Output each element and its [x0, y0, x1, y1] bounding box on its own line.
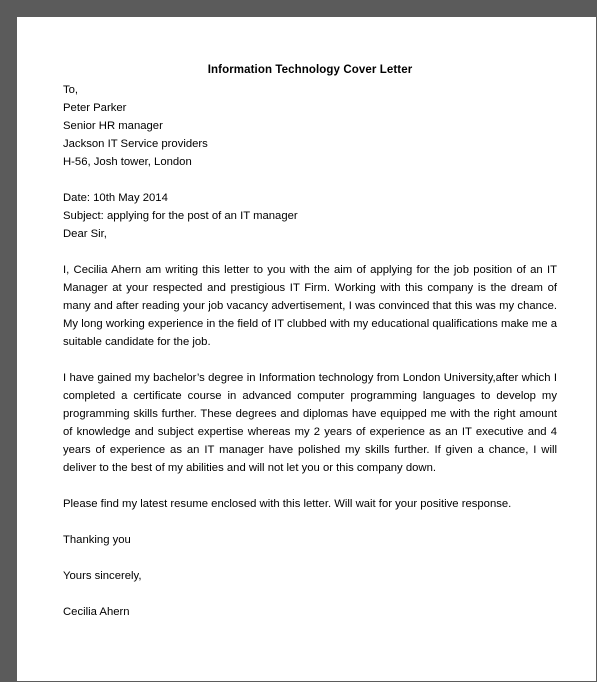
letter-closing: Yours sincerely, [63, 570, 142, 582]
body-paragraph-3: Please find my latest resume enclosed with this letter. Will wait for your positive response. [63, 498, 512, 510]
spacer [63, 243, 557, 261]
letter-signature: Cecilia Ahern [63, 606, 130, 618]
recipient-block [63, 81, 557, 171]
spacer [63, 477, 557, 495]
letter-salutation: Dear Sir, [63, 228, 107, 240]
spacer [63, 513, 557, 531]
body-paragraph-1: I, Cecilia Ahern am writing this letter to you with the aim of applying for the job position of an IT Manager at your respected and prestigious IT Firm. Working with this company is the dream of many and after reading your job vacancy advertisement, I was convinced that this was my chance. My long working experience in the field of IT clubbed with my educational qualifications make me a suitable candidate for the job. [63, 264, 557, 348]
recipient-address: H-56, Josh tower, London [63, 156, 192, 168]
spacer [63, 351, 557, 369]
document-page [17, 17, 596, 681]
spacer [63, 585, 557, 603]
letter-date: Date: 10th May 2014 [63, 192, 168, 204]
body-paragraph-2: I have gained my bachelor’s degree in Information technology from London University,after which I completed a certificate course in advanced computer programming languages to develop my programming skills further. These degrees and diplomas have equipped me with the right amount of knowledge and subject expertise whereas my 2 years of experience as an IT executive and 4 years of experience as an IT manager have polished my skills further. If given a chance, I will deliver to the best of my abilities and will not let you or this company down. [63, 372, 557, 474]
recipient-position: Senior HR manager [63, 120, 163, 132]
letter-title: Information Technology Cover Letter [207, 64, 413, 76]
letter-thanks: Thanking you [63, 534, 131, 546]
recipient-to: To, [63, 84, 79, 96]
letter-subject: Subject: applying for the post of an IT manager [63, 210, 298, 222]
cover-letter [63, 61, 557, 621]
spacer [63, 549, 557, 567]
spacer [63, 171, 557, 189]
recipient-company: Jackson IT Service providers [63, 138, 208, 150]
recipient-name: Peter Parker [63, 102, 127, 114]
